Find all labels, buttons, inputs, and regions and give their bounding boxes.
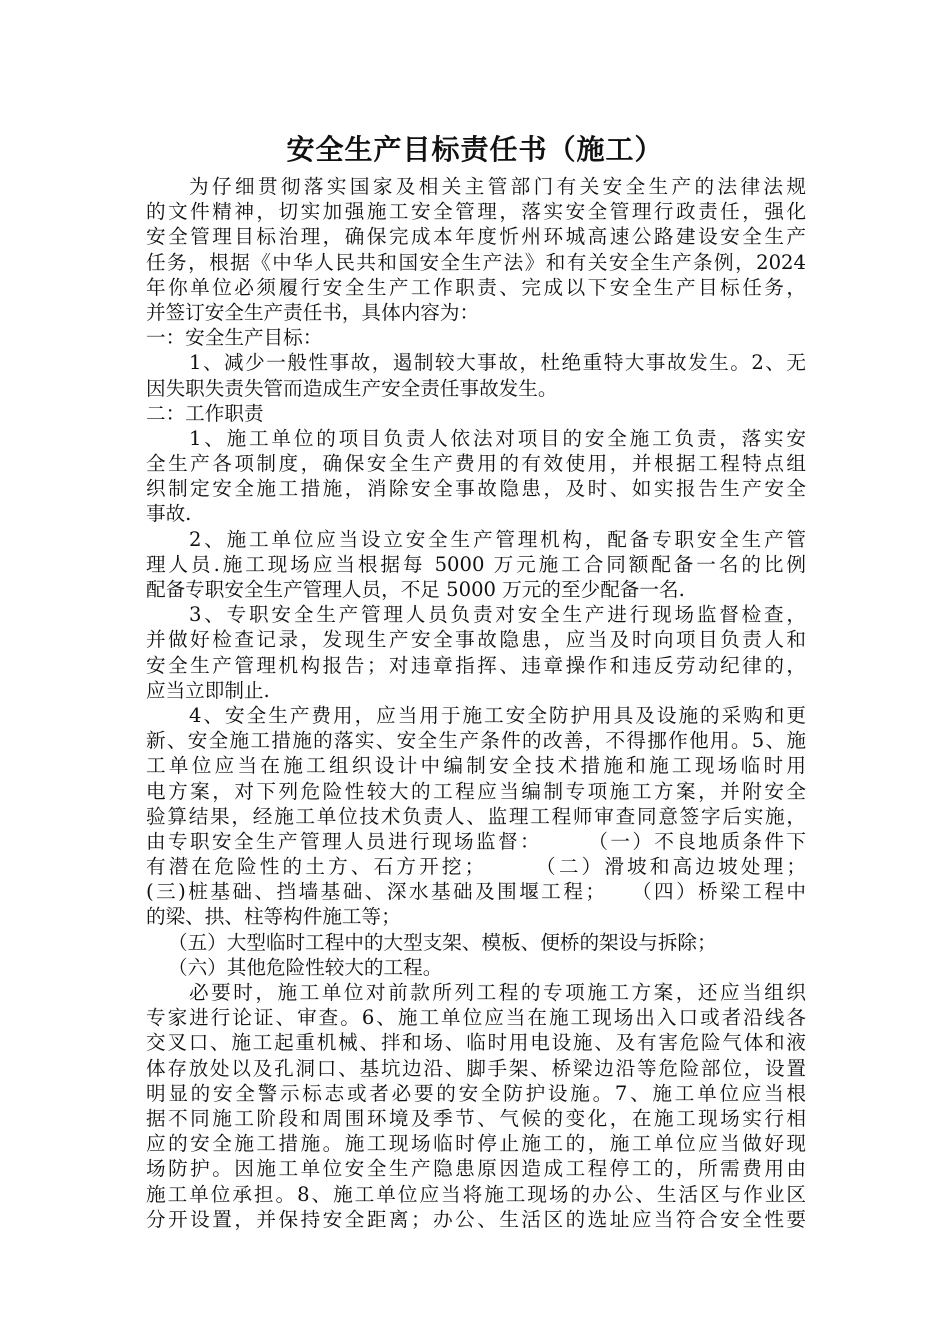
text-line: 3、专职安全生产管理人员负责对安全生产进行现场监督检查， xyxy=(189,603,806,627)
document-title: 安全生产目标责任书（施工） xyxy=(286,133,664,166)
text-line: 为仔细贯彻落实国家及相关主管部门有关安全生产的法律法规 xyxy=(189,175,806,198)
text-line: 因失职失责失管而造成生产安全责任事故发生。 xyxy=(146,376,558,400)
text-line: 理人员.施工现场应当根据每 5000 万元施工合同额配备一名的比例 xyxy=(146,552,806,576)
text-line: 安全生产管理机构报告；对违章指挥、违章操作和违反劳动纪律的， xyxy=(146,653,806,677)
text-line: （五）大型临时工程中的大型支架、模板、便桥的架设与拆除； xyxy=(168,930,717,954)
text-line: 专家进行论证、审查。6、施工单位应当在施工现场出入口或者沿线各 xyxy=(146,1006,806,1030)
text-line: 并做好检查记录，发现生产安全事故隐患，应当及时向项目负责人和 xyxy=(146,628,806,652)
text-line: 事故. xyxy=(146,502,192,526)
text-line: 应当立即制止. xyxy=(146,678,270,702)
text-line: 验算结果，经施工单位技术负责人、监理工程师审查同意签字后实施， xyxy=(146,804,806,828)
text-line: 织制定安全施工措施，消除安全事故隐患，及时、如实报告生产安全 xyxy=(146,477,806,501)
text-line: 有潜在危险性的土方、石方开挖； （二）滑坡和高边坡处理； xyxy=(146,855,806,879)
text-line: 必要时，施工单位对前款所列工程的专项施工方案，还应当组织 xyxy=(189,981,806,1004)
text-line: 新、安全施工措施的落实、安全生产条件的改善，不得挪作他用。5、施 xyxy=(146,729,806,753)
text-line: 全生产各项制度，确保安全生产费用的有效使用，并根据工程特点组 xyxy=(146,452,806,476)
text-line: 场防护。因施工单位安全生产隐患原因造成工程停工的，所需费用由 xyxy=(146,1157,806,1181)
text-line: 1、施工单位的项目负责人依法对项目的安全施工负责，落实安 xyxy=(189,426,806,450)
section-heading: 一：安全生产目标： xyxy=(146,326,323,350)
text-line: 1、减少一般性事故，遏制较大事故，杜绝重特大事故发生。2、无 xyxy=(189,351,806,375)
text-line: 的梁、拱、柱等构件施工等； xyxy=(146,905,401,929)
text-line: 明显的安全警示标志或者必要的安全防护设施。7、施工单位应当根 xyxy=(146,1081,806,1105)
text-line: 据不同施工阶段和周围环境及季节、气候的变化，在施工现场实行相 xyxy=(146,1106,806,1130)
text-line: 年你单位必须履行安全生产工作职责、完成以下安全生产目标任务， xyxy=(146,275,806,299)
text-line: 任务，根据《中华人民共和国安全生产法》和有关安全生产条例，2024 xyxy=(146,250,806,274)
text-line: 4、安全生产费用，应当用于施工安全防护用具及设施的采购和更 xyxy=(189,703,806,727)
text-line: 配备专职安全生产管理人员，不足 5000 万元的至少配备一名. xyxy=(146,578,685,601)
text-line: 施工单位承担。8、施工单位应当将施工现场的办公、生活区与作业区 xyxy=(146,1182,806,1206)
text-line: 并签订安全生产责任书，具体内容为： xyxy=(146,300,480,324)
text-line: 的文件精神，切实加强施工安全管理，落实安全管理行政责任，强化 xyxy=(146,200,806,224)
text-line: （六）其他危险性较大的工程。 xyxy=(168,955,443,979)
text-line: (三)桩基础、挡墙基础、深水基础及围堰工程； （四）桥梁工程中 xyxy=(146,880,806,904)
text-line: 分开设置，并保持安全距离；办公、生活区的选址应当符合安全性要 xyxy=(146,1207,806,1231)
text-line: 工单位应当在施工组织设计中编制安全技术措施和施工现场临时用 xyxy=(146,754,806,778)
document-body xyxy=(146,174,806,1232)
text-line: 电方案，对下列危险性较大的工程应当编制专项施工方案，并附安全 xyxy=(146,779,806,803)
section-heading: 二：工作职责 xyxy=(146,401,264,425)
text-line: 体存放处以及孔洞口、基坑边沿、脚手架、桥梁边沿等危险部位，设置 xyxy=(146,1056,806,1080)
text-line: 安全管理目标治理，确保完成本年度忻州环城高速公路建设安全生产 xyxy=(146,225,806,249)
text-line: 交叉口、施工起重机械、拌和场、临时用电设施、及有害危险气体和液 xyxy=(146,1031,806,1055)
text-line: 2、施工单位应当设立安全生产管理机构，配备专职安全生产管 xyxy=(189,527,806,551)
text-line: 应的安全施工措施。施工现场临时停止施工的，施工单位应当做好现 xyxy=(146,1132,806,1156)
text-line: 由专职安全生产管理人员进行现场监督： （一）不良地质条件下 xyxy=(146,829,806,853)
